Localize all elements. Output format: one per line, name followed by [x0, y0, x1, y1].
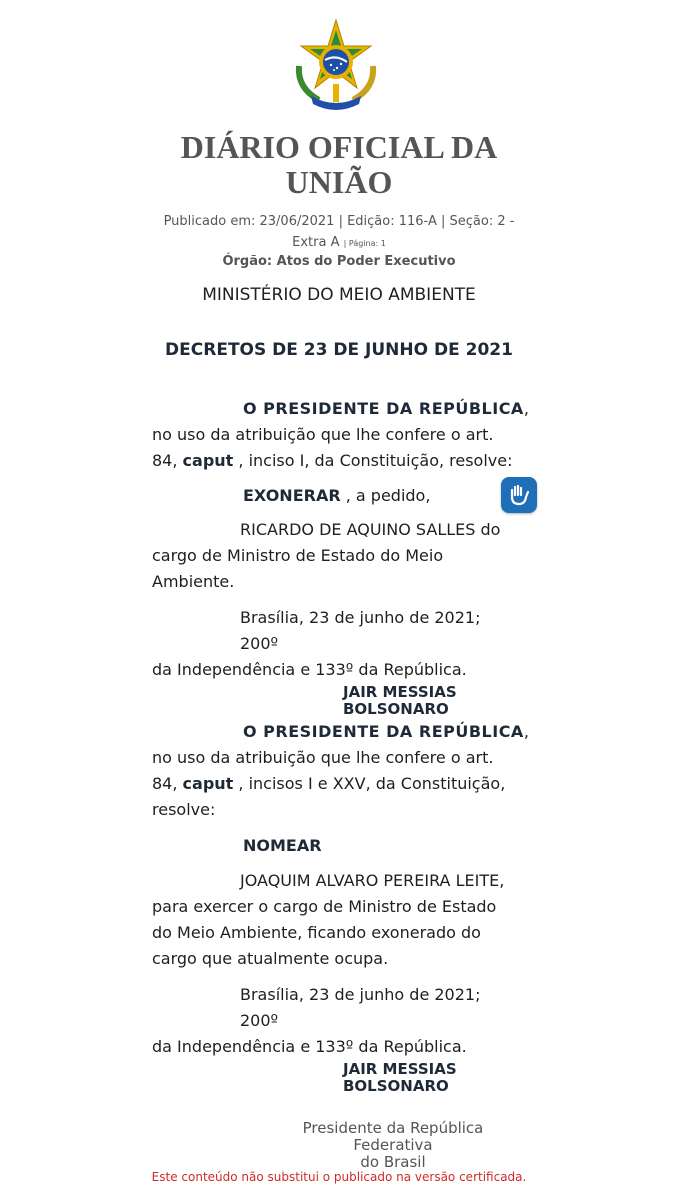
decree1-action-suffix: , a pedido, [345, 486, 431, 505]
journal-title-line1: DIÁRIO OFICIAL DA [180, 129, 498, 165]
decree2-signer-line1: JAIR MESSIAS [343, 1060, 457, 1078]
signer-title-line1: Presidente da República Federativa [302, 1119, 484, 1154]
ministry-heading: MINISTÉRIO DO MEIO AMBIENTE [202, 285, 476, 305]
decree2-date-line2: da Independência e 133º da República. [152, 1037, 467, 1056]
decree1-president: O PRESIDENTE DA REPÚBLICA [243, 399, 524, 418]
decree2-president-line [243, 719, 529, 745]
decree2-body [152, 868, 522, 972]
decree2-article: 84, [152, 774, 178, 793]
signer-title-line2: do Brasil [360, 1153, 426, 1171]
decree1-body-line2: cargo de Ministro de Estado do Meio [152, 546, 444, 565]
decree2-body-line3: do Meio Ambiente, ficando exonerado do [152, 923, 481, 942]
decree1-signer [343, 684, 457, 718]
decree1-caput: caput [182, 451, 234, 470]
decree1-action: EXONERAR [243, 486, 341, 505]
sign-language-hand-icon [501, 477, 537, 513]
journal-title [0, 130, 678, 200]
decree1-body-line3: Ambiente. [152, 572, 235, 591]
decree2-name-line: JOAQUIM ALVARO PEREIRA LEITE, [240, 871, 505, 890]
decree1-intro-line2: no uso da atribuição que lhe confere o art. [152, 425, 494, 444]
decree1-signer-line2: BOLSONARO [343, 700, 449, 718]
decree2-signer [343, 1061, 457, 1095]
certified-version-notice: Este conteúdo não substitui o publicado na versão certificada. [151, 1170, 527, 1184]
decree2-intro-line4: resolve: [152, 800, 216, 819]
decree1-body [152, 517, 522, 595]
accessibility-button[interactable] [501, 477, 537, 513]
meta-line2: Extra A [292, 235, 340, 250]
decree1-comma: , [523, 399, 529, 418]
decree1-date [152, 605, 522, 683]
meta-line1: Publicado em: 23/06/2021 | Edição: 116-A | Seção: 2 - [163, 214, 515, 229]
decree2-body-line4: cargo que atualmente ocupa. [152, 949, 389, 968]
coat-of-arms-icon [289, 18, 383, 112]
decree2-president: O PRESIDENTE DA REPÚBLICA [243, 722, 524, 741]
decree2-action: NOMEAR [243, 836, 322, 855]
decree2-date-line1: Brasília, 23 de junho de 2021; 200º [240, 985, 481, 1030]
orgao: Órgão: Atos do Poder Executivo [222, 254, 456, 269]
journal-title-line2: UNIÃO [285, 164, 393, 200]
publication-meta [150, 211, 528, 254]
decree1-name-line: RICARDO DE AQUINO SALLES do [240, 520, 501, 539]
decree2-body-line2: para exercer o cargo de Ministro de Estado [152, 897, 497, 916]
decree2-signer-line2: BOLSONARO [343, 1077, 449, 1095]
decree2-action-line [243, 833, 322, 859]
decree1-date-line1: Brasília, 23 de junho de 2021; 200º [240, 608, 481, 653]
decree1-intro [152, 422, 522, 474]
decree1-article: 84, [152, 451, 178, 470]
decree-title: DECRETOS DE 23 DE JUNHO DE 2021 [165, 340, 513, 360]
meta-page: | Página: 1 [343, 239, 386, 248]
decree1-signer-line1: JAIR MESSIAS [343, 683, 457, 701]
decree1-line3: , inciso I, da Constituição, resolve: [238, 451, 513, 470]
decree1-president-line [243, 396, 529, 422]
signer-title [262, 1120, 524, 1171]
decree2-date [152, 982, 522, 1060]
decree2-intro [152, 745, 522, 823]
decree2-caput: caput [182, 774, 234, 793]
decree2-line3: , incisos I e XXV, da Constituição, [238, 774, 506, 793]
decree1-action-line [243, 483, 430, 509]
decree2-intro-line2: no uso da atribuição que lhe confere o art. [152, 748, 494, 767]
decree2-comma: , [523, 722, 529, 741]
decree1-date-line2: da Independência e 133º da República. [152, 660, 467, 679]
